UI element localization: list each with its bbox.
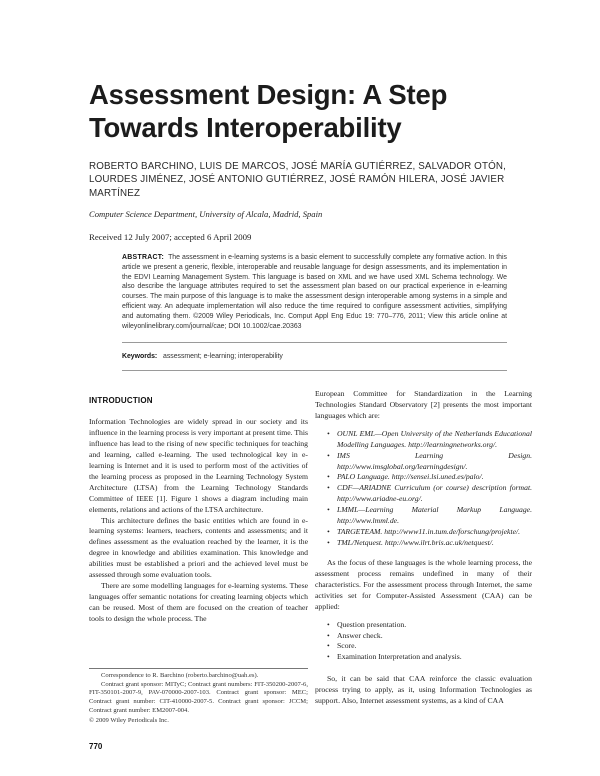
footnote-grants: Contract grant sponsor: MITyC; Contract grant numbers: FIT-350200-2007-6, FIT-350101-2007-9, PAV-070000-2007-103. Contract grant sponsor: MEC; Contract grant number: CIT-410000-2007-5. Contract grant sponsor: JCCM; Contract grant number: EM2007-004. (89, 680, 308, 714)
abstract (122, 253, 507, 331)
section-heading-introduction: INTRODUCTION (89, 396, 153, 405)
list-item: • Score. (327, 641, 532, 652)
list-item: • Examination Interpretation and analysis. (327, 652, 532, 663)
list-item: • TML/Netquest. http://www.ilrt.bris.ac.uk/netquest/. (327, 538, 532, 549)
paper-title: Assessment Design: A Step Towards Interoperability (89, 79, 448, 143)
body-paragraph: Information Technologies are widely spread in our society and its influence in the learning process is very important at present time. This influence has lead to the rising of new specific techniques for teaching and learning, called e-learning. The used technological key in e-learning is Internet and it is used to perform most of the activities of the learning process as proposed in the Learning Technology System Architecture (LTSA) from the Learning Technology Standards Committee of IEEE [1]. Figure 1 shows a diagram including main elements, relations and actions of the LTSA architecture. (89, 416, 308, 514)
body-paragraph: This architecture defines the basic entities which are found in e-learning systems: learners, teachers, contents and assessments; and it defines assessment as the evaluation reached by the learner, it is the degree in knowledge and abilities examination. This knowledge and abilities must be established a priori and the achieved level must be assessed through some evaluation tools. (89, 515, 308, 580)
list-item: • Question presentation. (327, 620, 532, 631)
abstract-text: The assessment in e-learning systems is a basic element to successfully complete any formative action. In this article we present a generic, flexible, interoperable and reusable language for design assessments, and its implementation in the EDVI Learning Management System. This language is based on XML and we have used XML Schema technology. We also describe the language attributes required to set the assessment plan based on our practical experience in e-learning courses. The main purpose of this language is to make the assessment design interoperable among systems in a simple and efficient way. An adequate implementation will also reduce the time required to configure assessment activities, simplifying and automating them. ©2009 Wiley Periodicals, Inc. Comput Appl Eng Educ 19: 770–776, 2011; View this article online at wileyonlinelibrary.com/journal/cae; DOI 10.1002/cae.20363 (122, 254, 507, 330)
language-list (327, 429, 532, 549)
abstract-divider (122, 342, 507, 343)
caa-activity-list (327, 620, 532, 664)
list-item: • LMML—Learning Material Markup Language. http://www.lmml.de. (327, 505, 532, 527)
body-paragraph: As the focus of these languages is the whole learning process, the assessment process remains undefined in many of their characteristics. For the assessment process through Internet, the same activities set for Computer-Assisted Assessment (CAA) can be applied: (315, 557, 532, 611)
keywords (122, 353, 507, 360)
body-paragraph: There are some modelling languages for e-learning systems. These languages offer semantic notations for creating learning objects which can be reused. Most of them are focused on the creation of teacher tools to design the whole process. The (89, 581, 308, 624)
list-item: • OUNL EML—Open University of the Netherlands Educational Modelling Languages. http://learningnetworks.org/. (327, 429, 532, 451)
footnotes (89, 672, 308, 725)
page-number: 770 (89, 742, 103, 751)
keywords-divider (122, 370, 507, 371)
abstract-label: ABSTRACT: (122, 254, 165, 261)
keywords-text: assessment; e-learning; interoperability (162, 353, 283, 360)
list-item: • TARGETEAM. http://www11.in.tum.de/forschung/projekte/. (327, 527, 532, 538)
author-list: ROBERTO BARCHINO, LUIS DE MARCOS, JOSÉ MARÍA GUTIÉRREZ, SALVADOR OTÓN, LOURDES JIMÉNEZ, JOSÉ ANTONIO GUTIÉRREZ, JOSÉ RAMÓN HILERA, JOSÉ JAVIER MARTÍNEZ (89, 161, 506, 199)
list-item: • IMS Learning Design. http://www.imsglobal.org/learningdesign/. (327, 451, 532, 473)
list-item: • Answer check. (327, 631, 532, 642)
footnote-divider (89, 668, 308, 669)
keywords-label: Keywords: (122, 353, 158, 360)
list-item: • CDF—ARIADNE Curriculum (or course) description format. http://www.ariadne-eu.org/. (327, 483, 532, 505)
footnote-copyright: © 2009 Wiley Periodicals Inc. (89, 716, 169, 724)
left-column (89, 396, 308, 625)
list-item: • PALO Language. http://sensei.lsi.uned.es/palo/. (327, 472, 532, 483)
footnote-correspondence: Correspondence to R. Barchino (roberto.barchino@uah.es). (101, 672, 259, 679)
right-column (315, 389, 532, 707)
affiliation: Computer Science Department, University of Alcala, Madrid, Spain (89, 209, 323, 219)
body-paragraph: European Committee for Standardization in the Learning Technologies Standard Observatory [2] presents the most important languages which are: (315, 389, 532, 420)
body-paragraph: So, it can be said that CAA reinforce the classic evaluation process trying to apply, as it, using Information Technologies as support. Also, Internet assessment systems, as a kind of CAA (315, 674, 532, 706)
received-dates: Received 12 July 2007; accepted 6 April 2009 (89, 232, 252, 242)
